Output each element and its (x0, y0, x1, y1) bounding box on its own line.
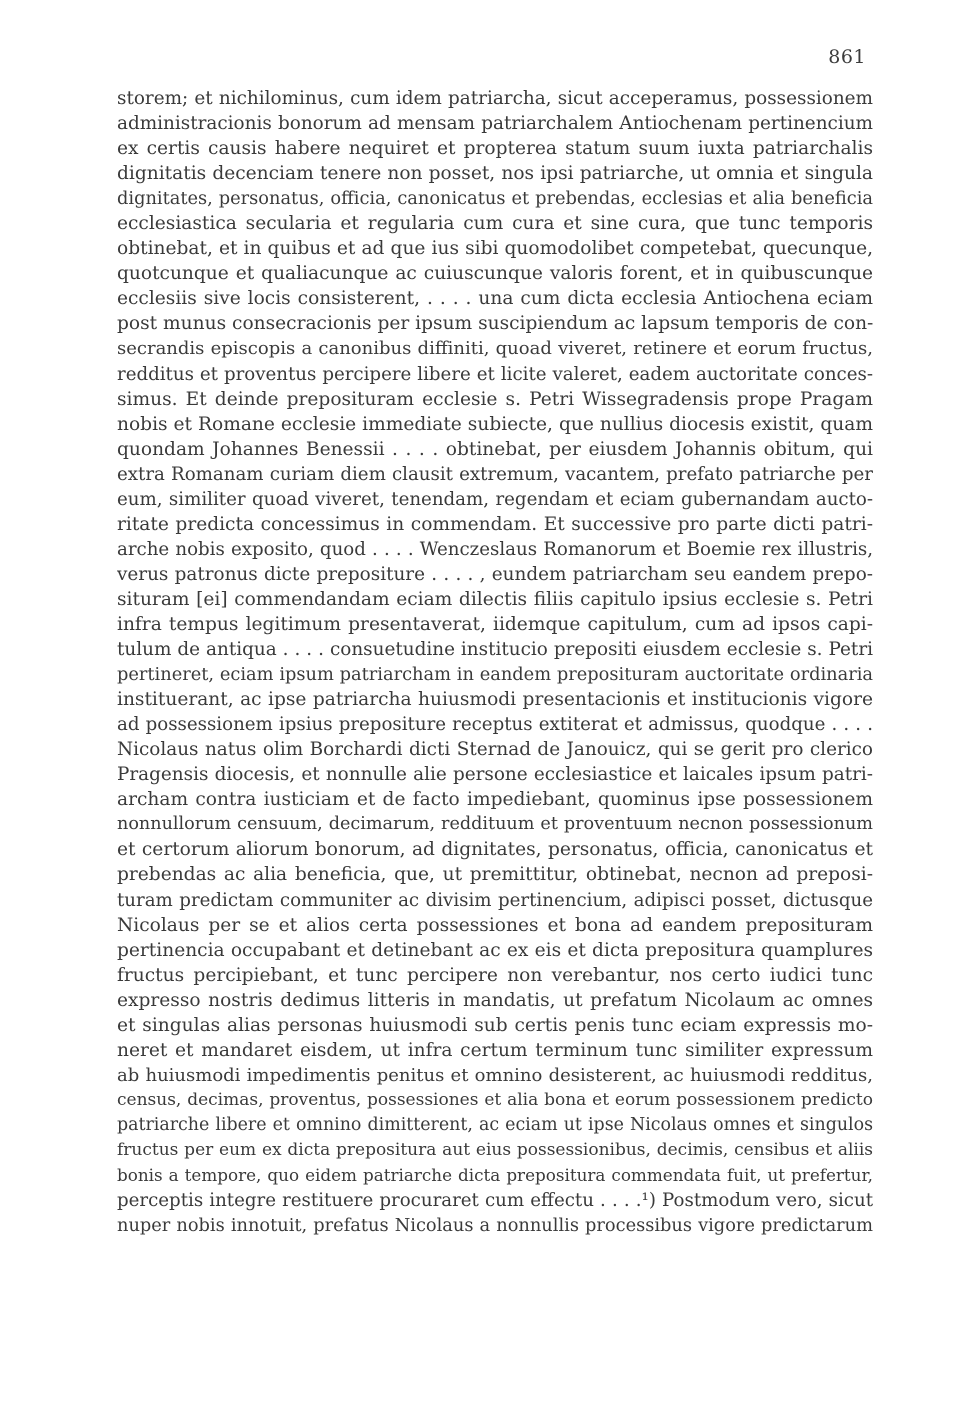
text-line: fructus percipiebant, et tunc percipere non verebantur, nos certo iudici tunc (117, 964, 873, 986)
text-line: perceptis integre restituere procuraret cum effectu . . . .¹) Postmodum vero, sicut (117, 1190, 873, 1212)
text-line: neret et mandaret eisdem, ut infra certum terminum tunc similiter expressum (117, 1039, 873, 1061)
text-line: et certorum aliorum bonorum, ad dignitates, personatus, officia, canonicatus et (117, 839, 873, 861)
text-line: fructus per eum ex dicta prepositura aut eius possessionibus, decimis, censibus et aliis (117, 1139, 873, 1160)
text-line: dignitatis decenciam tenere non posset, nos ipsi patriarche, ut omnia et singula (117, 163, 873, 185)
text-line: infra tempus legitimum presentaverat, iidemque capitulum, cum ad ipsos capi- (117, 613, 873, 635)
text-line: ab huiusmodi impedimentis penitus et omnino desisterent, ac huiusmodi redditus, (117, 1064, 873, 1086)
text-line: simus. Et deinde preposituram ecclesie s. Petri Wissegradensis prope Pragam (117, 388, 873, 410)
text-line: tulum de antiqua . . . . consuetudine institucio prepositi eiusdem ecclesie s. Petri (117, 639, 873, 661)
text-line: arche nobis exposito, quod . . . . Wenczeslaus Romanorum et Boemie rex illustris, (117, 538, 873, 560)
text-line: prebendas ac alia beneficia, que, ut premittitur, obtinebat, necnon ad preposi- (117, 864, 873, 886)
text-line: nonnullorum censuum, decimarum, reddituum et proventuum necnon possessionum (117, 814, 873, 835)
text-line: nobis et Romane ecclesie immediate subiecte, que nullius diocesis existit, quam (117, 413, 873, 435)
text-line: ecclesiastica secularia et regularia cum cura et sine cura, que tunc temporis (117, 213, 873, 235)
text-line: bonis a tempore, quo eidem patriarche dicta prepositura commendata fuit, ut prefertur, (117, 1165, 873, 1186)
text-line: obtinebat, et in quibus et ad que ius sibi quomodolibet competebat, quecunque, (117, 238, 873, 260)
text-line: quotcunque et qualiacunque ac cuiuscunque valoris forent, et in quibuscunque (117, 263, 873, 285)
text-line: quondam Johannes Benessii . . . . obtinebat, per eiusdem Johannis obitum, qui (117, 438, 873, 460)
text-line: Nicolaus per se et alios certa possessiones et bona ad eandem preposituram (117, 914, 873, 936)
text-line: patriarche libere et omnino dimitterent, ac eciam ut ipse Nicolaus omnes et singulos (117, 1114, 873, 1135)
text-line: Nicolaus natus olim Borchardi dicti Sternad de Janouicz, qui se gerit pro clerico (117, 739, 873, 761)
text-line: pertineret, eciam ipsum patriarcham in eandem preposituram auctoritate ordinaria (117, 664, 873, 686)
text-line: post munus consecracionis per ipsum suscipiendum ac lapsum temporis de con- (117, 313, 873, 335)
text-line: storem; et nichilominus, cum idem patriarcha, sicut acceperamus, possessionem (117, 88, 873, 109)
text-line: redditus et proventus percipere libere et licite valeret, eadem auctoritate conces- (117, 363, 873, 385)
text-line: et singulas alias personas huiusmodi sub certis penis tunc eciam expressis mo- (117, 1014, 873, 1036)
text-line: ritate predicta concessimus in commendam. Et successive pro parte dicti patri- (117, 513, 873, 535)
text-line: Pragensis diocesis, et nonnulle alie persone ecclesiastice et laicales ipsum patri- (117, 764, 873, 786)
text-line: extra Romanam curiam diem clausit extremum, vacantem, prefato patriarche per (117, 463, 873, 485)
text-line: instituerant, ac ipse patriarcha huiusmodi presentacionis et institucionis vigore (117, 689, 873, 711)
text-line: turam predictam communiter ac divisim pertinencium, adipisci posset, dictusque (117, 889, 873, 911)
text-line: dignitates, personatus, officia, canonicatus et prebendas, ecclesias et alia beneficia (117, 188, 873, 210)
text-line: eum, similiter quoad viveret, tenendam, regendam et eciam gubernandam aucto- (117, 488, 873, 510)
body-text (117, 86, 873, 1238)
text-line: ecclesiis sive locis consisterent, . . . . una cum dicta ecclesia Antiochena eciam (117, 288, 873, 310)
text-line: pertinencia occupabant et detinebant ac ex eis et dicta prepositura quamplures (117, 939, 873, 961)
text-line: archam contra iusticiam et de facto impediebant, quominus ipse possessionem (117, 789, 873, 811)
text-line: ad possessionem ipsius prepositure receptus extiterat et admissus, quodque . . . . (117, 714, 873, 736)
text-line: situram [ei] commendandam eciam dilectis filiis capitulo ipsius ecclesie s. Petri (117, 588, 873, 610)
text-line: verus patronus dicte prepositure . . . . , eundem patriarcham seu eandem prepo- (117, 563, 873, 585)
text-line: nuper nobis innotuit, prefatus Nicolaus a nonnullis processibus vigore predictarum (117, 1215, 873, 1237)
text-line: ex certis causis habere nequiret et propterea statum suum iuxta patriarchalis (117, 138, 873, 160)
text-line: census, decimas, proventus, possessiones et alia bona et eorum possessionem predicto (117, 1089, 873, 1110)
text-line: secrandis episcopis a canonibus diffiniti, quoad viveret, retinere et eorum fructus, (117, 338, 873, 360)
text-line: administracionis bonorum ad mensam patriarchalem Antiochenam pertinencium (117, 113, 873, 135)
page-number: 861 (828, 46, 866, 68)
text-line: expresso nostris dedimus litteris in mandatis, ut prefatum Nicolaum ac omnes (117, 989, 873, 1011)
